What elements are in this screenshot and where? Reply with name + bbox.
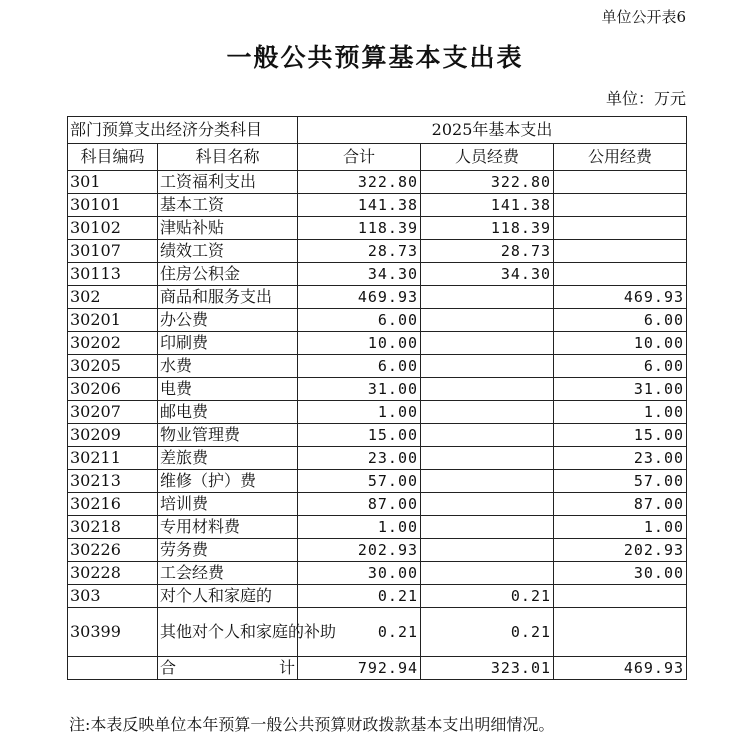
personnel-cell bbox=[421, 309, 554, 332]
total-row-total-cell: 792.94 bbox=[298, 657, 421, 680]
code-cell: 30205 bbox=[68, 355, 158, 378]
table-row bbox=[68, 355, 687, 378]
public-cell bbox=[554, 217, 687, 240]
personnel-cell bbox=[421, 447, 554, 470]
public-cell bbox=[554, 171, 687, 194]
total-cell: 1.00 bbox=[298, 516, 421, 539]
total-cell: 30.00 bbox=[298, 562, 421, 585]
code-cell: 301 bbox=[68, 171, 158, 194]
total-cell: 6.00 bbox=[298, 309, 421, 332]
public-cell bbox=[554, 585, 687, 608]
table-row bbox=[68, 539, 687, 562]
code-cell: 30211 bbox=[68, 447, 158, 470]
code-cell: 30107 bbox=[68, 240, 158, 263]
name-cell: 邮电费 bbox=[158, 401, 298, 424]
table-row bbox=[68, 470, 687, 493]
total-cell: 0.21 bbox=[298, 585, 421, 608]
public-cell: 10.00 bbox=[554, 332, 687, 355]
total-cell: 0.21 bbox=[298, 608, 421, 657]
code-cell: 30399 bbox=[68, 608, 158, 657]
code-cell: 30226 bbox=[68, 539, 158, 562]
code-cell: 30113 bbox=[68, 263, 158, 286]
personnel-cell: 28.73 bbox=[421, 240, 554, 263]
table-number: 单位公开表6 bbox=[601, 8, 686, 26]
public-cell: 23.00 bbox=[554, 447, 687, 470]
personnel-cell bbox=[421, 332, 554, 355]
total-cell: 141.38 bbox=[298, 194, 421, 217]
name-cell: 办公费 bbox=[158, 309, 298, 332]
public-cell: 15.00 bbox=[554, 424, 687, 447]
footnote: 注:本表反映单位本年预算一般公共预算财政拨款基本支出明细情况。 bbox=[69, 715, 555, 734]
name-cell: 工会经费 bbox=[158, 562, 298, 585]
code-cell: 30207 bbox=[68, 401, 158, 424]
code-cell: 30101 bbox=[68, 194, 158, 217]
public-cell bbox=[554, 240, 687, 263]
code-cell: 30213 bbox=[68, 470, 158, 493]
name-cell: 维修（护）费 bbox=[158, 470, 298, 493]
name-cell: 其他对个人和家庭的补助 bbox=[158, 608, 298, 657]
name-cell: 商品和服务支出 bbox=[158, 286, 298, 309]
year-header: 2025年基本支出 bbox=[298, 117, 687, 144]
total-row-code-cell bbox=[68, 657, 158, 680]
personnel-cell: 118.39 bbox=[421, 217, 554, 240]
total-cell: 322.80 bbox=[298, 171, 421, 194]
table-row bbox=[68, 309, 687, 332]
total-row-personnel-cell: 323.01 bbox=[421, 657, 554, 680]
table-row bbox=[68, 217, 687, 240]
table-row bbox=[68, 585, 687, 608]
public-cell bbox=[554, 194, 687, 217]
group-header: 部门预算支出经济分类科目 bbox=[68, 117, 298, 144]
table-row bbox=[68, 240, 687, 263]
code-cell: 30202 bbox=[68, 332, 158, 355]
column-header-row bbox=[68, 144, 687, 171]
table-row bbox=[68, 263, 687, 286]
personnel-cell bbox=[421, 355, 554, 378]
code-cell: 30201 bbox=[68, 309, 158, 332]
unit-label: 单位：万元 bbox=[605, 89, 686, 108]
public-cell: 469.93 bbox=[554, 286, 687, 309]
public-cell: 1.00 bbox=[554, 401, 687, 424]
personnel-cell: 34.30 bbox=[421, 263, 554, 286]
personnel-cell bbox=[421, 470, 554, 493]
table-row bbox=[68, 447, 687, 470]
personnel-cell bbox=[421, 401, 554, 424]
table-row bbox=[68, 378, 687, 401]
total-cell: 10.00 bbox=[298, 332, 421, 355]
group-header-row bbox=[68, 117, 687, 144]
name-cell: 基本工资 bbox=[158, 194, 298, 217]
total-cell: 57.00 bbox=[298, 470, 421, 493]
name-cell: 差旅费 bbox=[158, 447, 298, 470]
name-cell: 绩效工资 bbox=[158, 240, 298, 263]
total-cell: 15.00 bbox=[298, 424, 421, 447]
public-cell: 202.93 bbox=[554, 539, 687, 562]
budget-table bbox=[67, 116, 687, 680]
public-cell: 6.00 bbox=[554, 309, 687, 332]
column-header: 科目编码 bbox=[68, 144, 158, 171]
public-cell bbox=[554, 263, 687, 286]
total-row-name-cell: 合 计 bbox=[158, 657, 298, 680]
total-cell: 28.73 bbox=[298, 240, 421, 263]
total-cell: 31.00 bbox=[298, 378, 421, 401]
total-cell: 6.00 bbox=[298, 355, 421, 378]
table-row bbox=[68, 493, 687, 516]
public-cell: 6.00 bbox=[554, 355, 687, 378]
total-cell: 469.93 bbox=[298, 286, 421, 309]
name-cell: 工资福利支出 bbox=[158, 171, 298, 194]
column-header: 公用经费 bbox=[554, 144, 687, 171]
code-cell: 30216 bbox=[68, 493, 158, 516]
name-cell: 培训费 bbox=[158, 493, 298, 516]
table-row bbox=[68, 194, 687, 217]
column-header: 人员经费 bbox=[421, 144, 554, 171]
personnel-cell bbox=[421, 286, 554, 309]
table-row bbox=[68, 401, 687, 424]
code-cell: 30218 bbox=[68, 516, 158, 539]
code-cell: 30228 bbox=[68, 562, 158, 585]
public-cell: 30.00 bbox=[554, 562, 687, 585]
total-cell: 23.00 bbox=[298, 447, 421, 470]
total-row bbox=[68, 657, 687, 680]
personnel-cell bbox=[421, 378, 554, 401]
code-cell: 30206 bbox=[68, 378, 158, 401]
total-cell: 118.39 bbox=[298, 217, 421, 240]
personnel-cell bbox=[421, 562, 554, 585]
table-row bbox=[68, 516, 687, 539]
name-cell: 对个人和家庭的 bbox=[158, 585, 298, 608]
public-cell: 1.00 bbox=[554, 516, 687, 539]
personnel-cell bbox=[421, 516, 554, 539]
column-header: 科目名称 bbox=[158, 144, 298, 171]
total-cell: 87.00 bbox=[298, 493, 421, 516]
name-cell: 劳务费 bbox=[158, 539, 298, 562]
code-cell: 30209 bbox=[68, 424, 158, 447]
total-cell: 202.93 bbox=[298, 539, 421, 562]
public-cell bbox=[554, 608, 687, 657]
table-row bbox=[68, 286, 687, 309]
table-row bbox=[68, 608, 687, 657]
code-cell: 30102 bbox=[68, 217, 158, 240]
total-row-public-cell: 469.93 bbox=[554, 657, 687, 680]
table-row bbox=[68, 171, 687, 194]
code-cell: 303 bbox=[68, 585, 158, 608]
page-title: 一般公共预算基本支出表 bbox=[226, 43, 524, 72]
personnel-cell: 0.21 bbox=[421, 585, 554, 608]
name-cell: 水费 bbox=[158, 355, 298, 378]
public-cell: 57.00 bbox=[554, 470, 687, 493]
name-cell: 专用材料费 bbox=[158, 516, 298, 539]
name-cell: 津贴补贴 bbox=[158, 217, 298, 240]
name-cell: 电费 bbox=[158, 378, 298, 401]
total-cell: 1.00 bbox=[298, 401, 421, 424]
name-cell: 印刷费 bbox=[158, 332, 298, 355]
table-row bbox=[68, 562, 687, 585]
name-cell: 物业管理费 bbox=[158, 424, 298, 447]
public-cell: 31.00 bbox=[554, 378, 687, 401]
personnel-cell bbox=[421, 424, 554, 447]
personnel-cell: 0.21 bbox=[421, 608, 554, 657]
personnel-cell: 141.38 bbox=[421, 194, 554, 217]
personnel-cell bbox=[421, 493, 554, 516]
public-cell: 87.00 bbox=[554, 493, 687, 516]
table-row bbox=[68, 332, 687, 355]
total-cell: 34.30 bbox=[298, 263, 421, 286]
name-cell: 住房公积金 bbox=[158, 263, 298, 286]
code-cell: 302 bbox=[68, 286, 158, 309]
table-row bbox=[68, 424, 687, 447]
personnel-cell bbox=[421, 539, 554, 562]
personnel-cell: 322.80 bbox=[421, 171, 554, 194]
column-header: 合计 bbox=[298, 144, 421, 171]
